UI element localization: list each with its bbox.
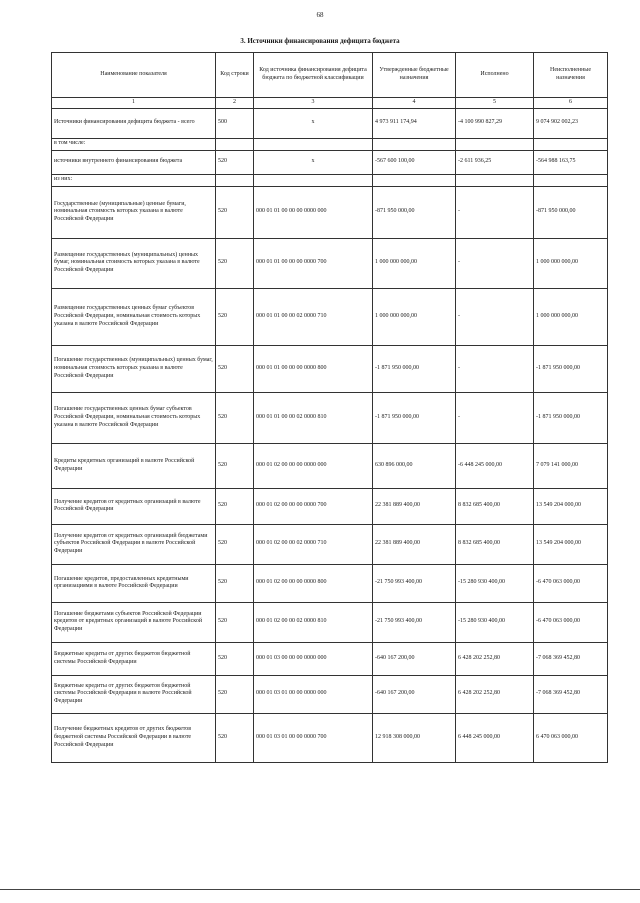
- line-code-cell: [216, 174, 254, 186]
- approved-amount-cell: -21 750 993 400,00: [373, 564, 456, 602]
- executed-amount-cell: -6 448 245 000,00: [456, 443, 534, 488]
- header-executed: Исполнено: [456, 53, 534, 98]
- approved-amount-cell: 630 896 000,00: [373, 443, 456, 488]
- index-cell: 5: [456, 98, 534, 109]
- source-code-cell: 000 01 02 00 00 02 0000 710: [254, 524, 373, 564]
- indicator-name-cell: источники внутреннего финансирования бюджета: [52, 150, 216, 174]
- approved-amount-cell: -640 167 200,00: [373, 675, 456, 713]
- indicator-name-cell: Кредиты кредитных организаций в валюте Российской Федерации: [52, 443, 216, 488]
- index-cell: 6: [534, 98, 608, 109]
- source-code-cell: 000 01 02 00 00 00 0000 000: [254, 443, 373, 488]
- line-code-cell: 520: [216, 443, 254, 488]
- executed-amount-cell: [456, 174, 534, 186]
- indicator-name-cell: Источники финансирования дефицита бюджета - всего: [52, 108, 216, 138]
- table-row: [52, 713, 608, 762]
- unexecuted-amount-cell: [534, 138, 608, 150]
- source-code-cell: 000 01 02 00 00 00 0000 700: [254, 488, 373, 524]
- source-code-cell: x: [254, 108, 373, 138]
- approved-amount-cell: -21 750 993 400,00: [373, 602, 456, 642]
- line-code-cell: 500: [216, 108, 254, 138]
- line-code-cell: 520: [216, 345, 254, 392]
- line-code-cell: 520: [216, 150, 254, 174]
- executed-amount-cell: -2 611 936,25: [456, 150, 534, 174]
- section-title: 3. Источники финансирования дефицита бюджета: [240, 37, 400, 45]
- approved-amount-cell: 4 973 911 174,94: [373, 108, 456, 138]
- executed-amount-cell: -15 280 930 400,00: [456, 564, 534, 602]
- approved-amount-cell: 22 381 889 400,00: [373, 488, 456, 524]
- approved-amount-cell: -1 871 950 000,00: [373, 392, 456, 443]
- indicator-name-cell: Погашение бюджетами субъектов Российской Федерации кредитов от кредитных организаций в валюте Российской Федерации: [52, 602, 216, 642]
- source-code-cell: 000 01 02 00 00 02 0000 810: [254, 602, 373, 642]
- unexecuted-amount-cell: -564 988 163,75: [534, 150, 608, 174]
- source-code-cell: x: [254, 150, 373, 174]
- approved-amount-cell: [373, 174, 456, 186]
- executed-amount-cell: -15 280 930 400,00: [456, 602, 534, 642]
- executed-amount-cell: 6 428 202 252,80: [456, 642, 534, 675]
- executed-amount-cell: 6 448 245 000,00: [456, 713, 534, 762]
- indicator-name-cell: в том числе:: [52, 138, 216, 150]
- executed-amount-cell: -: [456, 238, 534, 288]
- index-cell: 3: [254, 98, 373, 109]
- approved-amount-cell: [373, 138, 456, 150]
- indicator-name-cell: Погашение кредитов, предоставленных кредитными организациями в валюте Российской Федерации: [52, 564, 216, 602]
- header-line-code: Код строки: [216, 53, 254, 98]
- table-row: [52, 443, 608, 488]
- indicator-name-cell: Размещение государственных (муниципальных) ценных бумаг, номинальная стоимость которых указана в валюте Российской Федерации: [52, 238, 216, 288]
- line-code-cell: 520: [216, 488, 254, 524]
- indicator-name-cell: Бюджетные кредиты от других бюджетов бюджетной системы Российской Федерации в валюте Российской Федерации: [52, 675, 216, 713]
- source-code-cell: [254, 138, 373, 150]
- table-row: [52, 642, 608, 675]
- executed-amount-cell: -: [456, 288, 534, 345]
- source-code-cell: 000 01 03 01 00 00 0000 000: [254, 675, 373, 713]
- approved-amount-cell: -871 950 000,00: [373, 186, 456, 238]
- indicator-name-cell: Погашение государственных (муниципальных) ценных бумаг, номинальная стоимость которых указана в валюте Российской Федерации: [52, 345, 216, 392]
- unexecuted-amount-cell: -871 950 000,00: [534, 186, 608, 238]
- executed-amount-cell: [456, 138, 534, 150]
- unexecuted-amount-cell: -1 871 950 000,00: [534, 392, 608, 443]
- indicator-name-cell: Размещение государственных ценных бумаг субъектов Российской Федерации, номинальная стоимость которых указана в валюте Российской Федерации: [52, 288, 216, 345]
- executed-amount-cell: 6 428 202 252,80: [456, 675, 534, 713]
- source-code-cell: [254, 174, 373, 186]
- unexecuted-amount-cell: -1 871 950 000,00: [534, 345, 608, 392]
- indicator-name-cell: из них:: [52, 174, 216, 186]
- source-code-cell: 000 01 01 00 00 02 0000 810: [254, 392, 373, 443]
- line-code-cell: 520: [216, 602, 254, 642]
- line-code-cell: 520: [216, 238, 254, 288]
- approved-amount-cell: 1 000 000 000,00: [373, 238, 456, 288]
- source-code-cell: 000 01 01 00 00 00 0000 700: [254, 238, 373, 288]
- approved-amount-cell: 1 000 000 000,00: [373, 288, 456, 345]
- source-code-cell: 000 01 03 00 00 00 0000 000: [254, 642, 373, 675]
- line-code-cell: [216, 138, 254, 150]
- unexecuted-amount-cell: 1 000 000 000,00: [534, 238, 608, 288]
- page-number: 68: [316, 11, 324, 19]
- table-row: [52, 524, 608, 564]
- index-cell: 1: [52, 98, 216, 109]
- executed-amount-cell: 8 832 685 400,00: [456, 488, 534, 524]
- approved-amount-cell: -1 871 950 000,00: [373, 345, 456, 392]
- source-code-cell: 000 01 01 00 00 00 0000 000: [254, 186, 373, 238]
- unexecuted-amount-cell: 1 000 000 000,00: [534, 288, 608, 345]
- index-cell: 2: [216, 98, 254, 109]
- table-row: [52, 186, 608, 238]
- bottom-rule: [0, 889, 640, 890]
- indicator-name-cell: Получение кредитов от кредитных организаций в валюте Российской Федерации: [52, 488, 216, 524]
- unexecuted-amount-cell: -7 068 369 452,80: [534, 642, 608, 675]
- unexecuted-amount-cell: 7 079 141 000,00: [534, 443, 608, 488]
- source-code-cell: 000 01 01 00 00 02 0000 710: [254, 288, 373, 345]
- table-row: [52, 602, 608, 642]
- header-unexecuted: Неисполненные назначения: [534, 53, 608, 98]
- approved-amount-cell: -567 600 100,00: [373, 150, 456, 174]
- unexecuted-amount-cell: 9 074 902 002,23: [534, 108, 608, 138]
- line-code-cell: 520: [216, 564, 254, 602]
- indicator-name-cell: Получение бюджетных кредитов от других бюджетов бюджетной системы Российской Федерации в валюте Российской Федерации: [52, 713, 216, 762]
- line-code-cell: 520: [216, 288, 254, 345]
- executed-amount-cell: -: [456, 186, 534, 238]
- source-code-cell: 000 01 01 00 00 00 0000 800: [254, 345, 373, 392]
- indicator-name-cell: Государственные (муниципальные) ценные бумаги, номинальная стоимость которых указана в валюте Российской Федерации: [52, 186, 216, 238]
- financing-sources-table: [51, 52, 608, 763]
- unexecuted-amount-cell: -7 068 369 452,80: [534, 675, 608, 713]
- executed-amount-cell: 8 832 685 400,00: [456, 524, 534, 564]
- unexecuted-amount-cell: -6 470 063 000,00: [534, 564, 608, 602]
- source-code-cell: 000 01 02 00 00 00 0000 800: [254, 564, 373, 602]
- table-row: [52, 564, 608, 602]
- table-row: [52, 288, 608, 345]
- approved-amount-cell: 12 918 308 000,00: [373, 713, 456, 762]
- executed-amount-cell: -: [456, 345, 534, 392]
- header-name: Наименование показателя: [52, 53, 216, 98]
- table-row: [52, 174, 608, 186]
- line-code-cell: 520: [216, 675, 254, 713]
- indicator-name-cell: Бюджетные кредиты от других бюджетов бюджетной системы Российской Федерации: [52, 642, 216, 675]
- line-code-cell: 520: [216, 713, 254, 762]
- indicator-name-cell: Погашение государственных ценных бумаг субъектов Российской Федерации, номинальная стоимость которых указана в валюте Российской Федерации: [52, 392, 216, 443]
- unexecuted-amount-cell: 13 549 204 000,00: [534, 488, 608, 524]
- unexecuted-amount-cell: 13 549 204 000,00: [534, 524, 608, 564]
- unexecuted-amount-cell: 6 470 063 000,00: [534, 713, 608, 762]
- line-code-cell: 520: [216, 186, 254, 238]
- table-row: [52, 345, 608, 392]
- table-row: [52, 392, 608, 443]
- table-row: [52, 138, 608, 150]
- unexecuted-amount-cell: -6 470 063 000,00: [534, 602, 608, 642]
- header-approved: Утвержденные бюджетные назначения: [373, 53, 456, 98]
- header-source-code: Код источника финансирования дефицита бюджета по бюджетной классификации: [254, 53, 373, 98]
- executed-amount-cell: -4 100 990 827,29: [456, 108, 534, 138]
- table-row: [52, 150, 608, 174]
- line-code-cell: 520: [216, 524, 254, 564]
- table-row: [52, 675, 608, 713]
- index-cell: 4: [373, 98, 456, 109]
- line-code-cell: 520: [216, 392, 254, 443]
- indicator-name-cell: Получение кредитов от кредитных организаций бюджетами субъектов Российской Федерации в валюте Российской Федерации: [52, 524, 216, 564]
- approved-amount-cell: -640 167 200,00: [373, 642, 456, 675]
- unexecuted-amount-cell: [534, 174, 608, 186]
- approved-amount-cell: 22 381 889 400,00: [373, 524, 456, 564]
- line-code-cell: 520: [216, 642, 254, 675]
- table-row: [52, 238, 608, 288]
- executed-amount-cell: -: [456, 392, 534, 443]
- source-code-cell: 000 01 03 01 00 00 0000 700: [254, 713, 373, 762]
- table-row: [52, 488, 608, 524]
- table-row: [52, 108, 608, 138]
